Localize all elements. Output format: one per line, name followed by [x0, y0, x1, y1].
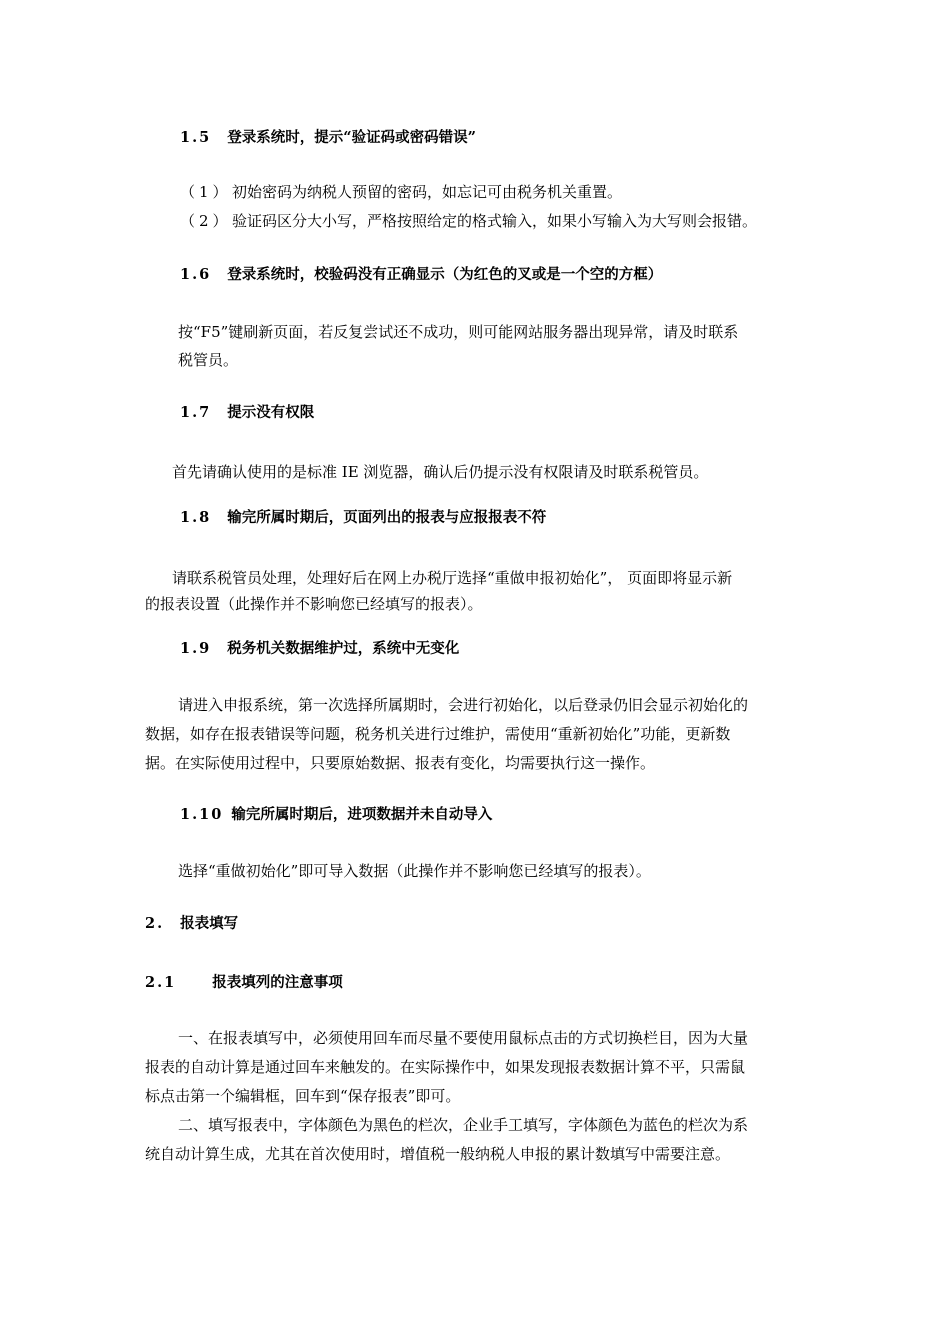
section-number: 2.1	[145, 974, 177, 991]
section-title: 提示没有权限	[227, 404, 315, 421]
section-title: 报表填列的注意事项	[212, 974, 343, 991]
section-number: 1.10	[180, 806, 224, 823]
paragraph-line: 按“F5”键刷新页面，若反复尝试还不成功，则可能网站服务器出现异常，请及时联系	[178, 323, 739, 341]
paragraph-line: 请进入申报系统，第一次选择所属期时，会进行初始化，以后登录仍旧会显示初始化的	[178, 696, 749, 714]
section-title: 登录系统时，校验码没有正确显示（为红色的叉或是一个空的方框）	[227, 266, 663, 283]
paragraph-line: 选择“重做初始化”即可导入数据（此操作并不影响您已经填写的报表）。	[178, 862, 651, 880]
section-heading-1-6	[180, 265, 662, 285]
section-title: 税务机关数据维护过，系统中无变化	[227, 640, 460, 657]
paragraph-line: 统自动计算生成，尤其在首次使用时，增值税一般纳税人申报的累计数填写中需要注意。	[145, 1145, 731, 1163]
paragraph-line: 请联系税管员处理，处理好后在网上办税厅选择“重做申报初始化”， 页面即将显示新	[172, 569, 733, 587]
section-heading-1-5	[180, 128, 476, 148]
paragraph-line: 首先请确认使用的是标准 IE 浏览器，确认后仍提示没有权限请及时联系税管员。	[172, 463, 709, 481]
paragraph-line: 二、填写报表中，字体颜色为黑色的栏次，企业手工填写，字体颜色为蓝色的栏次为系	[178, 1116, 749, 1134]
section-title: 登录系统时，提示“验证码或密码错误”	[227, 129, 476, 146]
section-number: 1.6	[180, 266, 212, 283]
paragraph-line: 税管员。	[178, 351, 239, 369]
section-title: 输完所属时期后，进项数据并未自动导入	[231, 806, 493, 823]
paragraph-line: 数据，如存在报表错误等问题，税务机关进行过维护，需使用“重新初始化”功能，更新数	[145, 725, 731, 743]
section-title: 输完所属时期后，页面列出的报表与应报报表不符	[227, 509, 547, 526]
list-text: 初始密码为纳税人预留的密码，如忘记可由税务机关重置。	[232, 183, 623, 201]
paragraph-line: 据。在实际使用过程中，只要原始数据、报表有变化，均需要执行这一操作。	[145, 754, 656, 772]
paragraph-line: 标点击第一个编辑框，回车到“保存报表”即可。	[145, 1087, 461, 1105]
section-heading-1-7	[180, 403, 314, 423]
section-number: 1.5	[180, 129, 212, 146]
section-heading-1-8	[180, 508, 546, 528]
paragraph-line: 一、在报表填写中，必须使用回车而尽量不要使用鼠标点击的方式切换栏目，因为大量	[178, 1029, 749, 1047]
section-number: 1.8	[180, 509, 212, 526]
list-item	[180, 211, 757, 231]
section-heading-2	[145, 914, 238, 934]
paragraph-line: 的报表设置（此操作并不影响您已经填写的报表）。	[145, 595, 483, 613]
section-number: 1.7	[180, 404, 212, 421]
list-text: 验证码区分大小写，严格按照给定的格式输入，如果小写输入为大写则会报错。	[232, 212, 758, 230]
section-title: 报表填写	[180, 915, 239, 932]
section-number: 1.9	[180, 640, 212, 657]
section-heading-1-9	[180, 639, 459, 659]
section-heading-2-1	[145, 973, 343, 993]
list-item	[180, 182, 622, 202]
section-heading-1-10	[180, 805, 492, 825]
section-number: 2.	[145, 915, 165, 932]
paragraph-line: 报表的自动计算是通过回车来触发的。在实际操作中，如果发现报表数据计算不平，只需鼠	[145, 1058, 746, 1076]
list-marker: （2）	[180, 212, 232, 230]
list-marker: （1）	[180, 183, 232, 201]
